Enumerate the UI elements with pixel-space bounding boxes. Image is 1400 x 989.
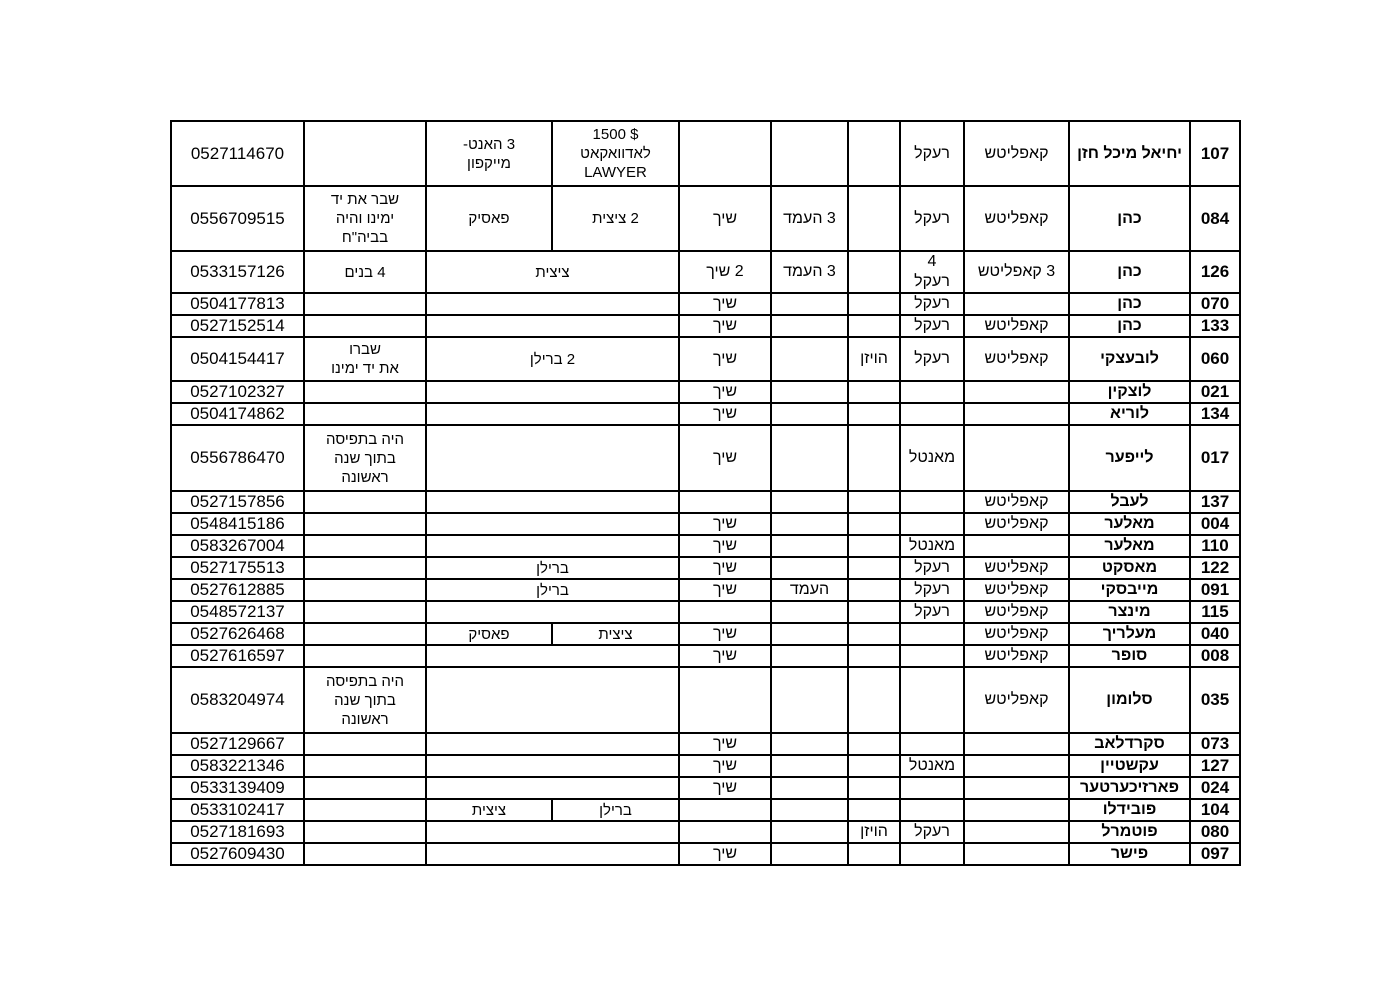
item-cell-a [426, 645, 679, 667]
hoizen-cell [848, 121, 900, 186]
amud-cell [771, 491, 848, 513]
kapelitsh-cell [964, 293, 1069, 315]
shich-cell: שיך [679, 513, 771, 535]
phone-number: 0504174862 [171, 403, 304, 425]
amud-cell [771, 601, 848, 623]
hoizen-cell [848, 491, 900, 513]
kapelitsh-cell: קאפליטש [964, 557, 1069, 579]
notes-cell [304, 843, 426, 865]
row-number: 122 [1190, 557, 1240, 579]
notes-cell [304, 381, 426, 403]
amud-cell [771, 755, 848, 777]
row-number: 073 [1190, 733, 1240, 755]
rekel-cell [900, 623, 964, 645]
amud-cell [771, 337, 848, 381]
rekel-cell [900, 381, 964, 403]
phone-number: 0583267004 [171, 535, 304, 557]
row-number: 110 [1190, 535, 1240, 557]
kapelitsh-cell: קאפליטש [964, 491, 1069, 513]
row-number: 021 [1190, 381, 1240, 403]
row-number: 084 [1190, 186, 1240, 251]
notes-cell [304, 623, 426, 645]
notes-cell [304, 513, 426, 535]
shich-cell: שיך [679, 186, 771, 251]
hoizen-cell [848, 733, 900, 755]
phone-number: 0556709515 [171, 186, 304, 251]
records-table [170, 120, 1241, 866]
item-cell-b: פאסיק [426, 186, 552, 251]
phone-number: 0504177813 [171, 293, 304, 315]
table-row [171, 121, 1240, 186]
hoizen-cell [848, 251, 900, 293]
family-name: מינצר [1069, 601, 1190, 623]
table-row [171, 381, 1240, 403]
hoizen-cell [848, 667, 900, 733]
shich-cell [679, 601, 771, 623]
family-name: לובעצקי [1069, 337, 1190, 381]
shich-cell: שיך [679, 315, 771, 337]
item-cell-a: 2 ברילן [426, 337, 679, 381]
kapelitsh-cell: קאפליטש [964, 579, 1069, 601]
kapelitsh-cell [964, 843, 1069, 865]
kapelitsh-cell [964, 733, 1069, 755]
item-cell-b: ציצית [426, 799, 552, 821]
shich-cell: שיך [679, 293, 771, 315]
phone-number: 0527114670 [171, 121, 304, 186]
table-row [171, 777, 1240, 799]
family-name: פארזיכערטער [1069, 777, 1190, 799]
shich-cell: שיך [679, 579, 771, 601]
table-row [171, 623, 1240, 645]
notes-cell [304, 799, 426, 821]
shich-cell [679, 667, 771, 733]
phone-number: 0527609430 [171, 843, 304, 865]
table-row [171, 755, 1240, 777]
shich-cell: 2 שיך [679, 251, 771, 293]
row-number: 115 [1190, 601, 1240, 623]
table-row [171, 403, 1240, 425]
family-name: יחיאל מיכל חזן [1069, 121, 1190, 186]
shich-cell: שיך [679, 535, 771, 557]
table-row [171, 315, 1240, 337]
hoizen-cell [848, 535, 900, 557]
amud-cell: 3 העמד [771, 251, 848, 293]
notes-cell [304, 121, 426, 186]
kapelitsh-cell [964, 535, 1069, 557]
item-cell-a [426, 381, 679, 403]
shich-cell: שיך [679, 645, 771, 667]
notes-cell [304, 535, 426, 557]
phone-number: 0527129667 [171, 733, 304, 755]
phone-number: 0556786470 [171, 425, 304, 491]
shich-cell: שיך [679, 403, 771, 425]
notes-cell [304, 579, 426, 601]
kapelitsh-cell: קאפליטש [964, 315, 1069, 337]
phone-number: 0533157126 [171, 251, 304, 293]
rekel-cell: רעקל [900, 601, 964, 623]
family-name: סופר [1069, 645, 1190, 667]
phone-number: 0527152514 [171, 315, 304, 337]
rekel-cell [900, 777, 964, 799]
kapelitsh-cell [964, 777, 1069, 799]
item-cell-a [426, 821, 679, 843]
row-number: 104 [1190, 799, 1240, 821]
hoizen-cell: הויזן [848, 337, 900, 381]
phone-number: 0527102327 [171, 381, 304, 403]
notes-cell: 4 בנים [304, 251, 426, 293]
amud-cell [771, 315, 848, 337]
family-name: פוטמרל [1069, 821, 1190, 843]
family-name: מאלער [1069, 535, 1190, 557]
row-number: 004 [1190, 513, 1240, 535]
shich-cell: שיך [679, 623, 771, 645]
amud-cell [771, 425, 848, 491]
family-name: מאסקט [1069, 557, 1190, 579]
hoizen-cell [848, 579, 900, 601]
notes-cell: שברו את יד ימינו [304, 337, 426, 381]
rekel-cell [900, 843, 964, 865]
hoizen-cell [848, 425, 900, 491]
amud-cell [771, 293, 848, 315]
row-number: 080 [1190, 821, 1240, 843]
table-row [171, 425, 1240, 491]
amud-cell [771, 557, 848, 579]
hoizen-cell [848, 755, 900, 777]
shich-cell [679, 491, 771, 513]
item-cell-b: פאסיק [426, 623, 552, 645]
family-name: מעלריך [1069, 623, 1190, 645]
amud-cell [771, 121, 848, 186]
row-number: 070 [1190, 293, 1240, 315]
notes-cell [304, 557, 426, 579]
rekel-cell [900, 799, 964, 821]
table-row [171, 293, 1240, 315]
item-cell-a: ברילן [552, 799, 679, 821]
rekel-cell: רעקל [900, 186, 964, 251]
amud-cell [771, 777, 848, 799]
hoizen-cell [848, 557, 900, 579]
row-number: 024 [1190, 777, 1240, 799]
table-row [171, 821, 1240, 843]
rekel-cell [900, 491, 964, 513]
shich-cell: שיך [679, 755, 771, 777]
rekel-cell [900, 667, 964, 733]
family-name: לוריא [1069, 403, 1190, 425]
amud-cell: 3 העמד [771, 186, 848, 251]
row-number: 035 [1190, 667, 1240, 733]
rekel-cell [900, 645, 964, 667]
kapelitsh-cell [964, 425, 1069, 491]
table-row [171, 667, 1240, 733]
amud-cell [771, 381, 848, 403]
table-row [171, 251, 1240, 293]
row-number: 137 [1190, 491, 1240, 513]
hoizen-cell [848, 623, 900, 645]
kapelitsh-cell [964, 799, 1069, 821]
row-number: 017 [1190, 425, 1240, 491]
phone-number: 0583204974 [171, 667, 304, 733]
amud-cell [771, 645, 848, 667]
rekel-cell: רעקל [900, 315, 964, 337]
rekel-cell: רעקל [900, 557, 964, 579]
notes-cell [304, 777, 426, 799]
hoizen-cell [848, 315, 900, 337]
hoizen-cell [848, 513, 900, 535]
rekel-cell: רעקל [900, 293, 964, 315]
notes-cell [304, 733, 426, 755]
shich-cell [679, 799, 771, 821]
table-row [171, 186, 1240, 251]
phone-number: 0583221346 [171, 755, 304, 777]
table-row [171, 579, 1240, 601]
row-number: 091 [1190, 579, 1240, 601]
row-number: 097 [1190, 843, 1240, 865]
family-name: מייבסקי [1069, 579, 1190, 601]
shich-cell: שיך [679, 733, 771, 755]
phone-number: 0533139409 [171, 777, 304, 799]
phone-number: 0527175513 [171, 557, 304, 579]
table-row [171, 557, 1240, 579]
family-name: עקשטיין [1069, 755, 1190, 777]
rekel-cell: מאנטל [900, 425, 964, 491]
table-row [171, 645, 1240, 667]
rekel-cell: מאנטל [900, 535, 964, 557]
hoizen-cell [848, 601, 900, 623]
rekel-cell: רעקל [900, 821, 964, 843]
row-number: 060 [1190, 337, 1240, 381]
phone-number: 0533102417 [171, 799, 304, 821]
family-name: לייפער [1069, 425, 1190, 491]
table-row [171, 513, 1240, 535]
notes-cell: שבר את יד ימינו והיה בביה"ח [304, 186, 426, 251]
amud-cell [771, 403, 848, 425]
notes-cell: היה בתפיסה בתוך שנה ראשונה [304, 425, 426, 491]
family-name: לעבל [1069, 491, 1190, 513]
rekel-cell: רעקל [900, 121, 964, 186]
kapelitsh-cell [964, 403, 1069, 425]
amud-cell [771, 667, 848, 733]
family-name: פישר [1069, 843, 1190, 865]
amud-cell [771, 733, 848, 755]
row-number: 127 [1190, 755, 1240, 777]
table-row [171, 491, 1240, 513]
kapelitsh-cell: קאפליטש [964, 601, 1069, 623]
kapelitsh-cell: קאפליטש [964, 623, 1069, 645]
item-cell-a [426, 491, 679, 513]
item-cell-a [426, 733, 679, 755]
item-cell-a: $ 1500 לאדוואקאט LAWYER [552, 121, 679, 186]
hoizen-cell [848, 381, 900, 403]
family-name: מאלער [1069, 513, 1190, 535]
hoizen-cell [848, 777, 900, 799]
item-cell-a: ברילן [426, 557, 679, 579]
row-number: 126 [1190, 251, 1240, 293]
hoizen-cell [848, 186, 900, 251]
row-number: 008 [1190, 645, 1240, 667]
item-cell-a [426, 667, 679, 733]
rekel-cell: 4 רעקל [900, 251, 964, 293]
notes-cell [304, 821, 426, 843]
kapelitsh-cell [964, 755, 1069, 777]
shich-cell: שיך [679, 337, 771, 381]
shich-cell: שיך [679, 557, 771, 579]
notes-cell [304, 491, 426, 513]
table-row [171, 733, 1240, 755]
shich-cell: שיך [679, 425, 771, 491]
amud-cell [771, 799, 848, 821]
item-cell-a: ברילן [426, 579, 679, 601]
amud-cell [771, 513, 848, 535]
hoizen-cell [848, 799, 900, 821]
rekel-cell: מאנטל [900, 755, 964, 777]
shich-cell [679, 821, 771, 843]
phone-number: 0527181693 [171, 821, 304, 843]
amud-cell [771, 623, 848, 645]
phone-number: 0527616597 [171, 645, 304, 667]
row-number: 040 [1190, 623, 1240, 645]
rekel-cell: רעקל [900, 579, 964, 601]
notes-cell [304, 403, 426, 425]
hoizen-cell [848, 645, 900, 667]
family-name: סקרדלאב [1069, 733, 1190, 755]
kapelitsh-cell: קאפליטש [964, 645, 1069, 667]
notes-cell [304, 645, 426, 667]
kapelitsh-cell [964, 821, 1069, 843]
item-cell-a [426, 425, 679, 491]
item-cell-a [426, 755, 679, 777]
rekel-cell [900, 733, 964, 755]
item-cell-a [426, 513, 679, 535]
table-row [171, 337, 1240, 381]
kapelitsh-cell: קאפליטש [964, 667, 1069, 733]
kapelitsh-cell: קאפליטש [964, 337, 1069, 381]
shich-cell: שיך [679, 777, 771, 799]
amud-cell [771, 843, 848, 865]
item-cell-a: 2 ציצית [552, 186, 679, 251]
table-row [171, 799, 1240, 821]
item-cell-a: ציצית [552, 623, 679, 645]
table-row [171, 843, 1240, 865]
kapelitsh-cell: קאפליטש [964, 513, 1069, 535]
shich-cell [679, 121, 771, 186]
hoizen-cell [848, 843, 900, 865]
family-name: לוצקין [1069, 381, 1190, 403]
row-number: 134 [1190, 403, 1240, 425]
phone-number: 0548415186 [171, 513, 304, 535]
kapelitsh-cell: קאפליטש [964, 186, 1069, 251]
item-cell-a [426, 843, 679, 865]
notes-cell [304, 293, 426, 315]
item-cell-a: ציצית [426, 251, 679, 293]
table-row [171, 535, 1240, 557]
amud-cell [771, 535, 848, 557]
item-cell-a [426, 315, 679, 337]
item-cell-a [426, 601, 679, 623]
hoizen-cell [848, 293, 900, 315]
row-number: 133 [1190, 315, 1240, 337]
hoizen-cell [848, 403, 900, 425]
phone-number: 0548572137 [171, 601, 304, 623]
family-name: כהן [1069, 315, 1190, 337]
family-name: פובידלו [1069, 799, 1190, 821]
amud-cell [771, 821, 848, 843]
table-row [171, 601, 1240, 623]
kapelitsh-cell: 3 קאפליטש [964, 251, 1069, 293]
item-cell-a [426, 403, 679, 425]
item-cell-a [426, 293, 679, 315]
rekel-cell [900, 403, 964, 425]
amud-cell: העמד [771, 579, 848, 601]
rekel-cell: רעקל [900, 337, 964, 381]
phone-number: 0527626468 [171, 623, 304, 645]
phone-number: 0504154417 [171, 337, 304, 381]
rekel-cell [900, 513, 964, 535]
notes-cell [304, 315, 426, 337]
item-cell-a [426, 777, 679, 799]
family-name: כהן [1069, 251, 1190, 293]
phone-number: 0527612885 [171, 579, 304, 601]
shich-cell: שיך [679, 843, 771, 865]
hoizen-cell: הויזן [848, 821, 900, 843]
notes-cell: היה בתפיסה בתוך שנה ראשונה [304, 667, 426, 733]
kapelitsh-cell: קאפליטש [964, 121, 1069, 186]
notes-cell [304, 601, 426, 623]
item-cell-a [426, 535, 679, 557]
row-number: 107 [1190, 121, 1240, 186]
kapelitsh-cell [964, 381, 1069, 403]
family-name: כהן [1069, 186, 1190, 251]
notes-cell [304, 755, 426, 777]
family-name: סלומון [1069, 667, 1190, 733]
family-name: כהן [1069, 293, 1190, 315]
item-cell-b: 3 האנט- מייקפון [426, 121, 552, 186]
shich-cell: שיך [679, 381, 771, 403]
phone-number: 0527157856 [171, 491, 304, 513]
